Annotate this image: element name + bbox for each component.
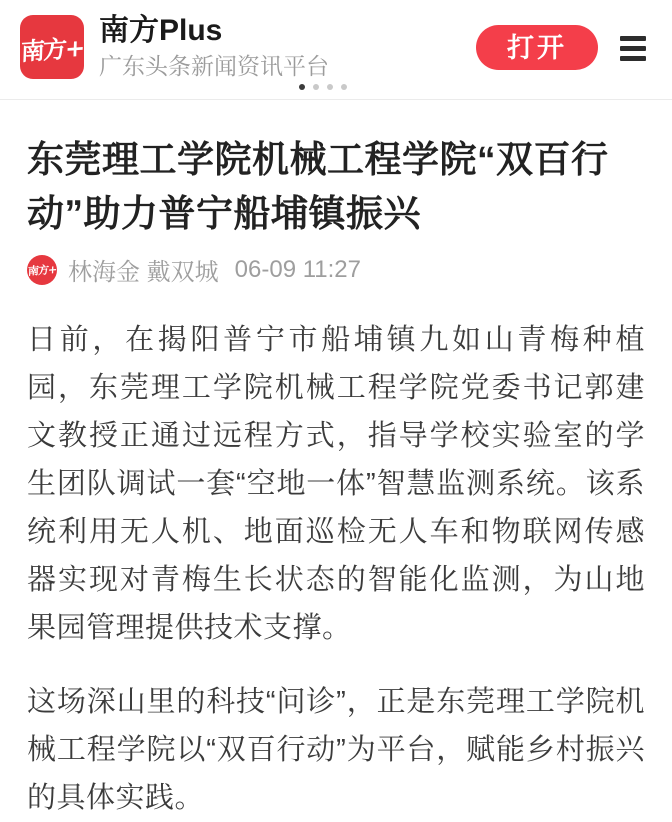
author-names: 林海金 戴双城 <box>68 259 219 286</box>
menu-icon[interactable] <box>620 36 646 61</box>
carousel-dot <box>327 84 333 90</box>
app-logo <box>20 15 84 79</box>
menu-icon-bar <box>620 56 646 61</box>
app-tagline: 广东头条新闻资讯平台 <box>99 53 329 79</box>
byline <box>27 252 645 287</box>
article-title: 东莞理工学院机械工程学院“双百行动”助力普宁船埔镇振兴 <box>27 139 609 234</box>
open-app-button[interactable]: 打开 <box>476 25 598 70</box>
article-body <box>27 316 645 822</box>
page-indicator <box>0 80 659 94</box>
app-name: 南方Plus <box>99 14 223 47</box>
menu-icon-bar <box>620 46 646 51</box>
article-paragraph: 这场深山里的科技“问诊”，正是东莞理工学院机械工程学院以“双百行动”为平台，赋能乡村振兴的具体实践。 <box>27 686 645 814</box>
author-avatar[interactable] <box>27 255 57 285</box>
article-paragraph: 日前，在揭阳普宁市船埔镇九如山青梅种植园，东莞理工学院机械工程学院党委书记郭建文教授正通过远程方式，指导学校实验室的学生团队调试一套“空地一体”智慧监测系统。该系统利用无人机、地面巡检无人车和物联网传感器实现对青梅生长状态的智能化监测，为山地果园管理提供技术支撑。 <box>27 324 645 644</box>
publish-time: 06-09 11:27 <box>234 255 361 283</box>
banner-titles <box>99 14 476 80</box>
header-divider <box>0 99 672 100</box>
app-banner <box>0 0 672 80</box>
menu-icon-bar <box>620 36 646 41</box>
carousel-dot <box>313 84 319 90</box>
carousel-dot <box>299 84 305 90</box>
author-avatar-text: 南方+ <box>27 262 57 278</box>
app-logo-text: 南方+ <box>20 32 84 66</box>
carousel-dot <box>341 84 347 90</box>
article <box>0 133 672 822</box>
